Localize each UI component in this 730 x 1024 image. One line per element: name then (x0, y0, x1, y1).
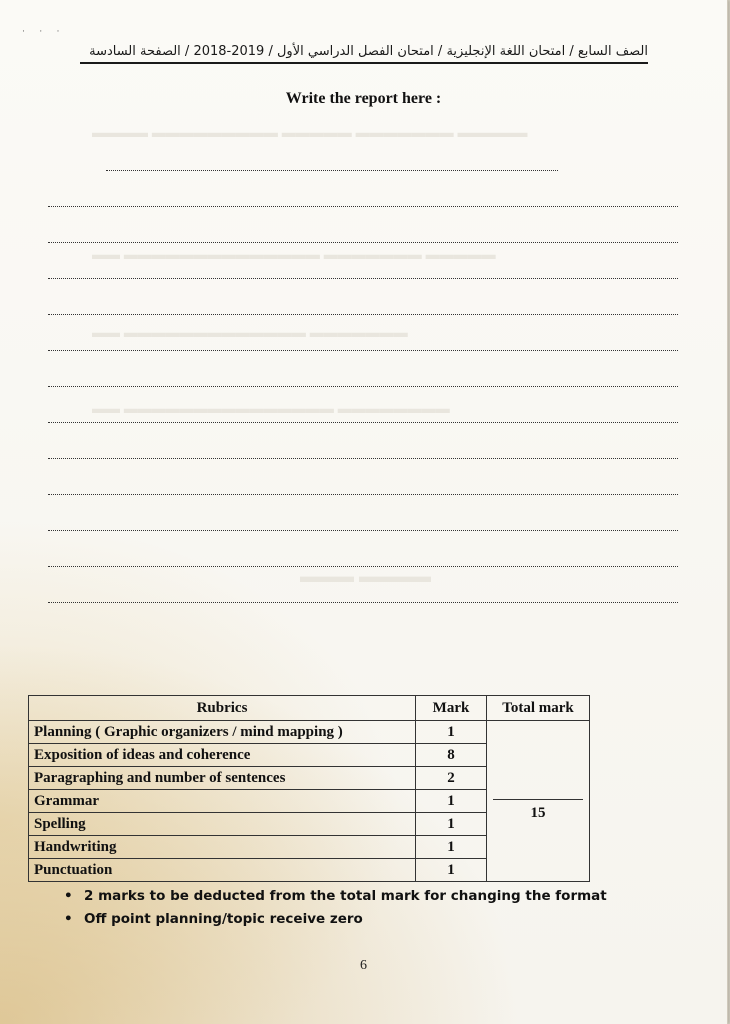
writing-line (106, 170, 558, 171)
rubric-mark: 1 (416, 836, 487, 859)
total-divider (493, 799, 583, 800)
rubric-label: Paragraphing and number of sentences (29, 767, 416, 790)
note-text: 2 marks to be deducted from the total mark for changing the format (84, 888, 607, 904)
rubric-notes (64, 886, 607, 932)
report-title: Write the report here : (285, 90, 442, 107)
writing-line (48, 278, 678, 279)
rubric-table (28, 695, 590, 882)
writing-line (48, 494, 678, 495)
writing-line (48, 242, 678, 243)
writing-line (48, 386, 678, 387)
writing-line (48, 350, 678, 351)
note-item (64, 886, 607, 909)
writing-line (48, 314, 678, 315)
rubric-mark: 8 (416, 744, 487, 767)
rubric-label: Handwriting (29, 836, 416, 859)
writing-line (48, 206, 678, 207)
rubrics-column-header: Rubrics (29, 696, 416, 721)
rubric-mark: 2 (416, 767, 487, 790)
bullet-icon: • (64, 888, 73, 904)
rubric-label: Spelling (29, 813, 416, 836)
show-through-text: ▬▬ ▬▬▬▬▬▬▬▬▬▬▬▬▬▬▬ ▬▬▬▬▬▬▬▬ (92, 400, 450, 416)
rubric-label: Grammar (29, 790, 416, 813)
total-mark-column-header: Total mark (487, 696, 590, 721)
writing-line (48, 566, 678, 567)
page-number: 6 (360, 958, 367, 973)
rubric-label: Planning ( Graphic organizers / mind mapping ) (29, 721, 416, 744)
mark-column-header: Mark (416, 696, 487, 721)
show-through-text: ▬▬▬ ▬▬▬▬ (300, 566, 432, 586)
page-header: الصف السابع / امتحان اللغة الإنجليزية / امتحان الفصل الدراسي الأول / 2019-2018 / الصفحة السادسة (80, 44, 648, 64)
rubric-mark: 1 (416, 721, 487, 744)
writing-line (48, 602, 678, 603)
writing-line (48, 458, 678, 459)
rubric-mark: 1 (416, 790, 487, 813)
rubric-label: Exposition of ideas and coherence (29, 744, 416, 767)
note-item (64, 909, 607, 932)
show-through-text: ▬▬▬▬ ▬▬▬▬▬▬▬▬▬ ▬▬▬▬▬ ▬▬▬▬▬▬▬ ▬▬▬▬▬ (92, 124, 528, 140)
paper-specks: · · · (22, 26, 66, 36)
total-mark-cell (487, 721, 590, 882)
rubric-label: Punctuation (29, 859, 416, 882)
note-text: Off point planning/topic receive zero (84, 911, 363, 927)
total-mark-value: 15 (530, 805, 546, 821)
show-through-text: ▬▬ ▬▬▬▬▬▬▬▬▬▬▬▬▬▬ ▬▬▬▬▬▬▬ ▬▬▬▬▬ (92, 246, 496, 262)
rubric-mark: 1 (416, 813, 487, 836)
rubric-header-row (29, 696, 590, 721)
rubric-mark: 1 (416, 859, 487, 882)
rubric-row (29, 721, 590, 744)
writing-line (48, 422, 678, 423)
bullet-icon: • (64, 911, 73, 927)
show-through-text: ▬▬ ▬▬▬▬▬▬▬▬▬▬▬▬▬ ▬▬▬▬▬▬▬ (92, 324, 408, 340)
writing-line (48, 530, 678, 531)
